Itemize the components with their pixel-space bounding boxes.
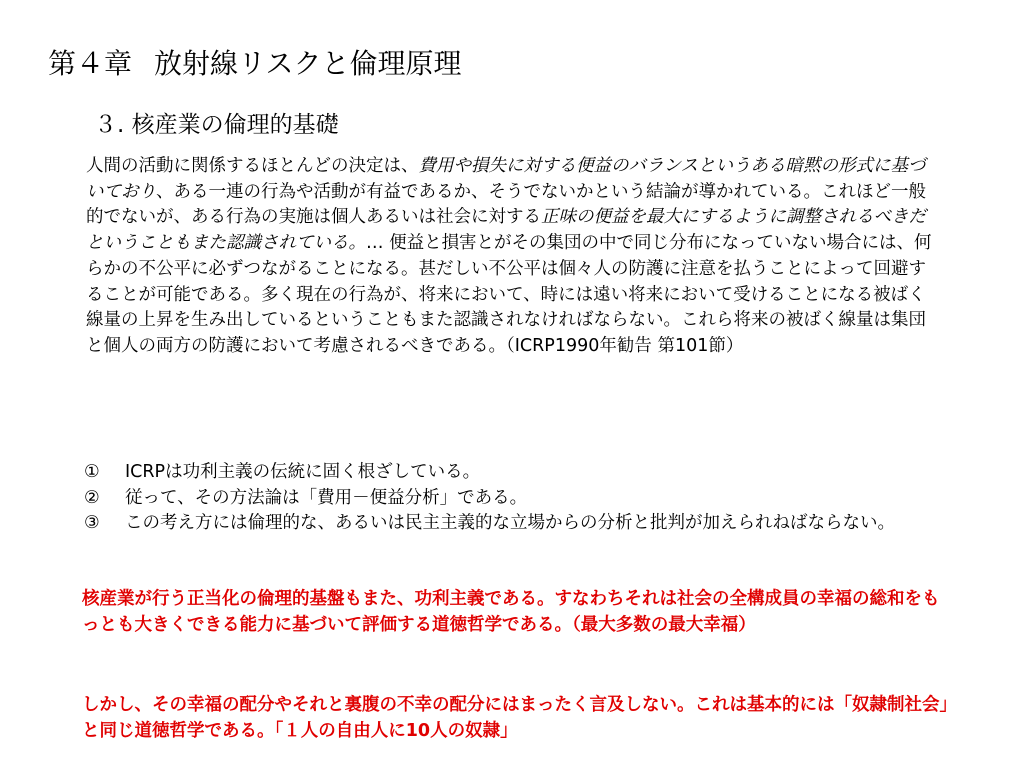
point-number: ③ [84,513,100,533]
section-subtitle: ３. 核産業の倫理的基礎 [94,112,339,138]
point-number: ① [84,462,100,482]
point-text: ICRPは功利主義の伝統に固く根ざしている。 [125,462,481,482]
numbered-points [84,460,964,537]
point-text: 従って、その方法論は「費用－便益分析」である。 [125,487,528,508]
emphasis-paragraph-1: 核産業が行う正当化の倫理的基盤もまた、功利主義である。すなわちそれは社会の全構成員の幸福の総和をもっとも大きくできる能力に基づいて評価する道徳哲学である。（最大多数の最大幸福） [82,589,940,635]
quote-italic-1: 費用や損失に対する便益のバランスというある暗黙の形式に基づいており [86,156,926,202]
list-item [84,511,964,537]
point-number: ② [84,487,100,508]
emphasis-paragraph-2: しかし、その幸福の配分やそれと裏腹の不幸の配分にはまったく言及しない。これは基本的には「奴隷制社会」と同じ道徳哲学である。「１人の自由人に10人の奴隷」 [82,695,949,741]
point-text: この考え方には倫理的な、あるいは民主主義的な立場からの分析と批判が加えられねばならない。 [125,513,895,533]
quote-text-2: 、ある一連の行為や活動が有益であるか、そうでないかという結論が導かれている。これほど一般的でないが、ある行為の実施は個人あるいは社会に対する [86,181,926,228]
chapter-title [48,44,461,84]
quote-text-3: … 便益と損害とがその集団の中で同じ分布になっていない場合には、何らかの不公平に必ずつながることになる。甚だしい不公平は個々人の防護に注意を払うことによって回避することが可能である。多く現在の行為が、将来において、時には遠い将来において受けることになる被ばく線量の上昇を生み出しているということもまた認識されなければならない。これら将来の被ばく線量は集団と個人の両方の防護において考慮されるべきである。（ICRP1990年勧告 第101節） [86,233,932,356]
list-item [84,486,964,512]
quote-text-1: 人間の活動に関係するほとんどの決定は、 [86,156,419,176]
chapter-heading: 放射線リスクと倫理原理 [154,47,462,80]
icrp-quote [86,154,942,360]
chapter-number: 第４章 [48,47,133,80]
quote-italic-2: 正味の便益を最大にするように調整されるべきだということもまた認識されている。 [86,207,926,254]
list-item [84,460,964,486]
